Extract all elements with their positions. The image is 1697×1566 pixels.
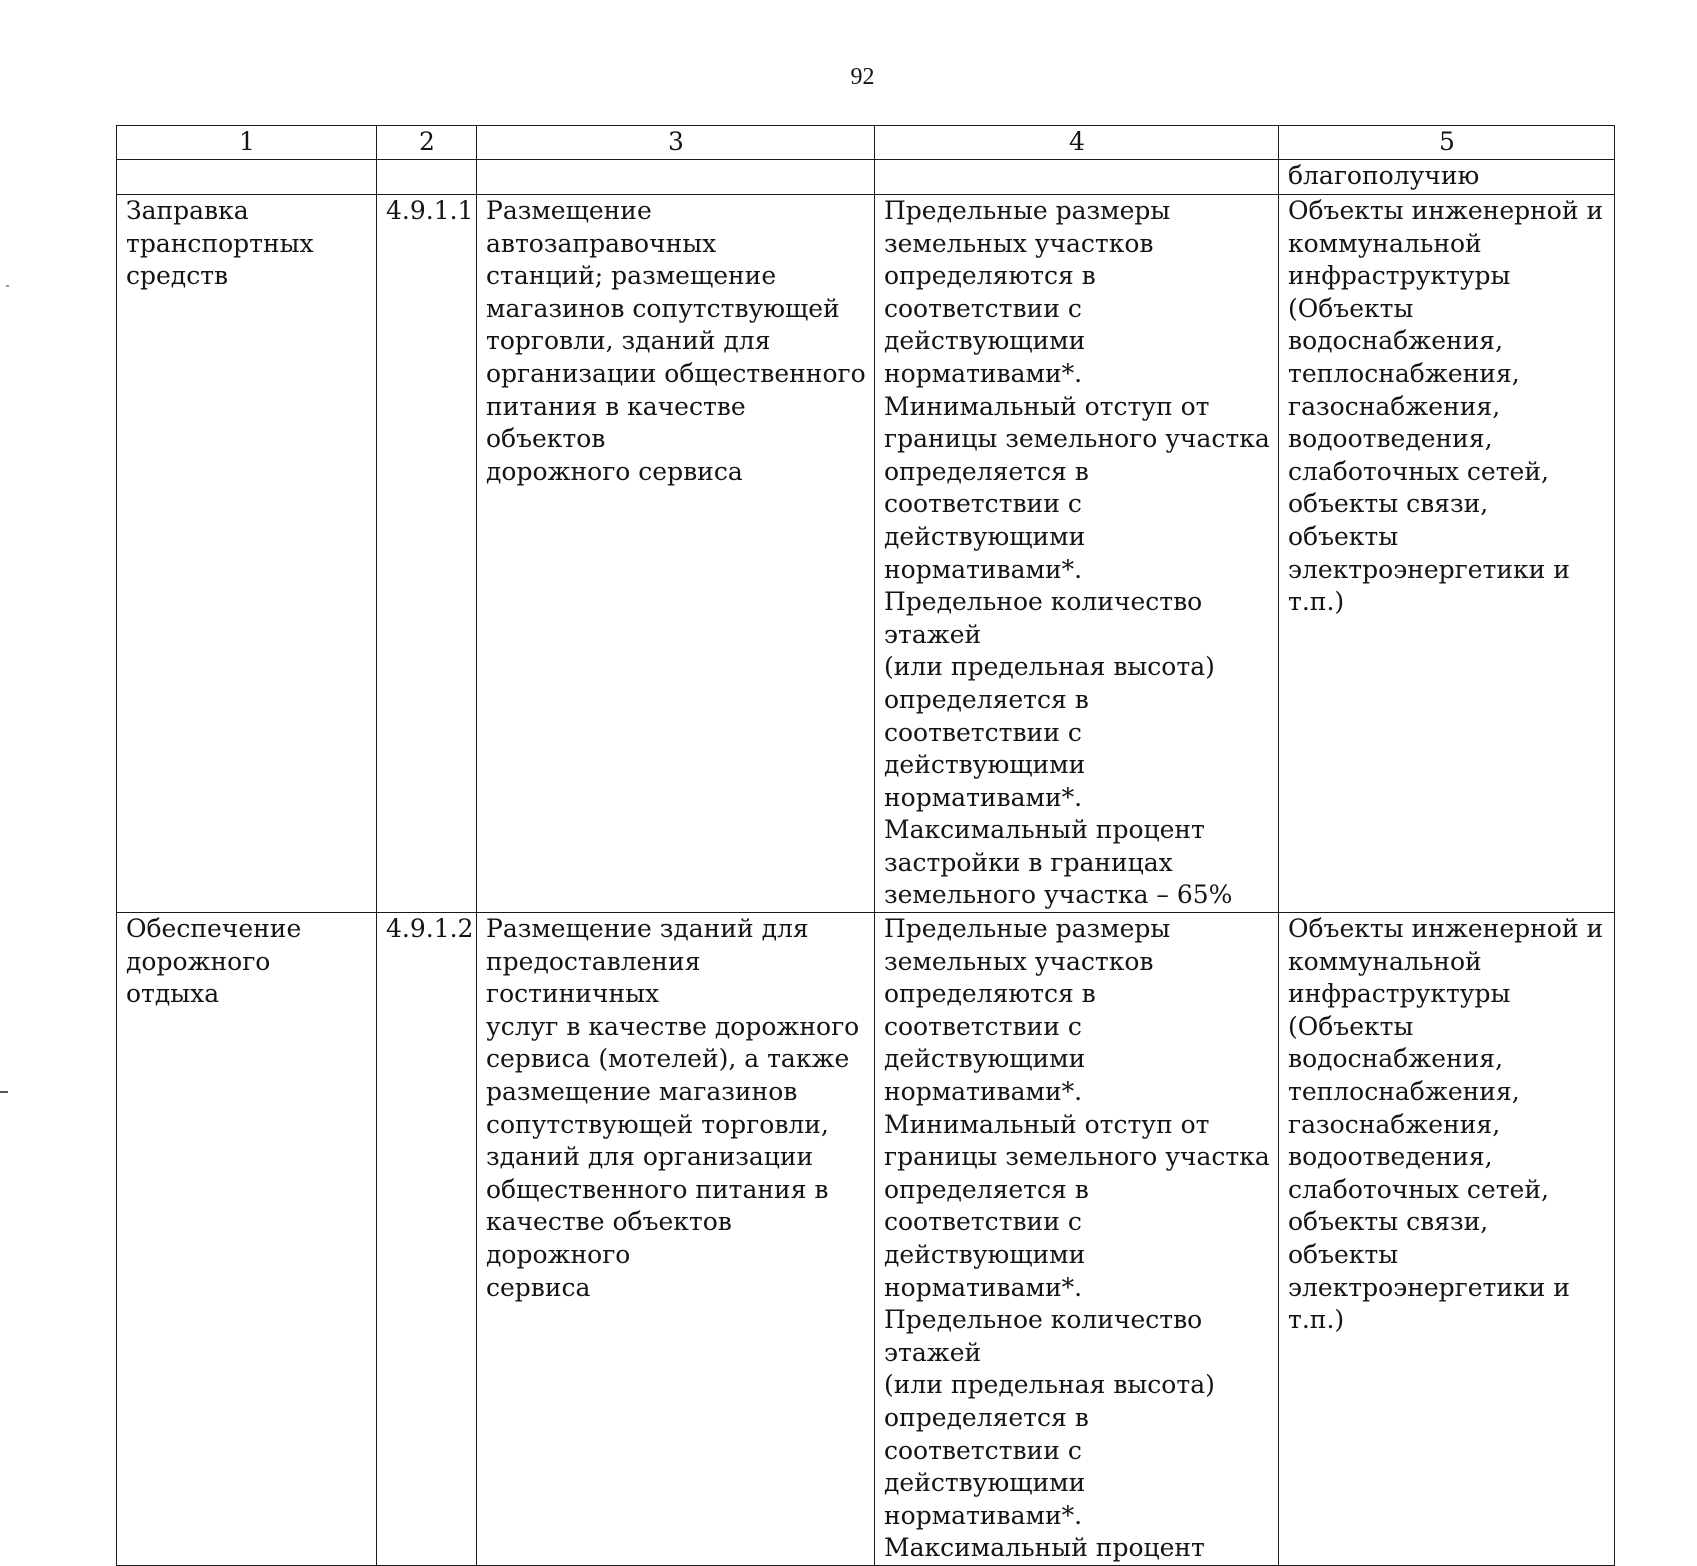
scan-artifact-mark	[0, 1091, 8, 1093]
header-cell-4: 4	[875, 126, 1279, 160]
use-type-code: 4.9.1.2	[377, 913, 477, 1566]
scan-artifact-dot	[6, 285, 9, 287]
table-row	[117, 195, 1615, 913]
use-type-parameters: Предельные размеры земельных участков определяются в соответствии с действующими нормативами*. Минимальный отступ от границы земельного участка определяется в соответствии с действующими нормативами*. Предельное количество этажей (или предельная высота) определяется в соответствии с действующими нормативами*. Максимальный процент застройки в границах земельного участка – 65%	[875, 195, 1279, 913]
use-type-auxiliary: Объекты инженерной и коммунальной инфраструктуры (Объекты водоснабжения, теплоснабжения, газоснабжения, водоотведения, слаботочных сетей, объекты связи, объекты электроэнергетики и т.п.)	[1279, 195, 1615, 913]
use-type-description: Размещение автозаправочных станций; размещение магазинов сопутствующей торговли, зданий для организации общественного питания в качестве объектов дорожного сервиса	[477, 195, 875, 913]
use-type-auxiliary: Объекты инженерной и коммунальной инфраструктуры (Объекты водоснабжения, теплоснабжения, газоснабжения, водоотведения, слаботочных сетей, объекты связи, объекты электроэнергетики и т.п.)	[1279, 913, 1615, 1566]
use-type-parameters: Предельные размеры земельных участков определяются в соответствии с действующими нормативами*. Минимальный отступ от границы земельного участка определяется в соответствии с действующими нормативами*. Предельное количество этажей (или предельная высота) определяется в соответствии с действующими нормативами*. Максимальный процент	[875, 913, 1279, 1566]
header-row	[117, 126, 1615, 160]
continuation-row	[117, 160, 1615, 195]
header-cell-1: 1	[117, 126, 377, 160]
header-cell-3: 3	[477, 126, 875, 160]
header-cell-2: 2	[377, 126, 477, 160]
continuation-cell-4	[875, 160, 1279, 195]
use-type-description: Размещение зданий для предоставления гостиничных услуг в качестве дорожного сервиса (мотелей), а также размещение магазинов сопутствующей торговли, зданий для организации общественного питания в качестве объектов дорожного сервиса	[477, 913, 875, 1566]
page-number: 92	[850, 64, 875, 90]
header-cell-5: 5	[1279, 126, 1615, 160]
continuation-cell-5: благополучию	[1279, 160, 1615, 195]
continuation-cell-2	[377, 160, 477, 195]
use-type-name: Обеспечение дорожного отдыха	[117, 913, 377, 1566]
land-use-table	[116, 125, 1615, 1566]
use-type-name: Заправка транспортных средств	[117, 195, 377, 913]
table-row	[117, 913, 1615, 1566]
continuation-cell-3	[477, 160, 875, 195]
continuation-cell-1	[117, 160, 377, 195]
use-type-code: 4.9.1.1	[377, 195, 477, 913]
